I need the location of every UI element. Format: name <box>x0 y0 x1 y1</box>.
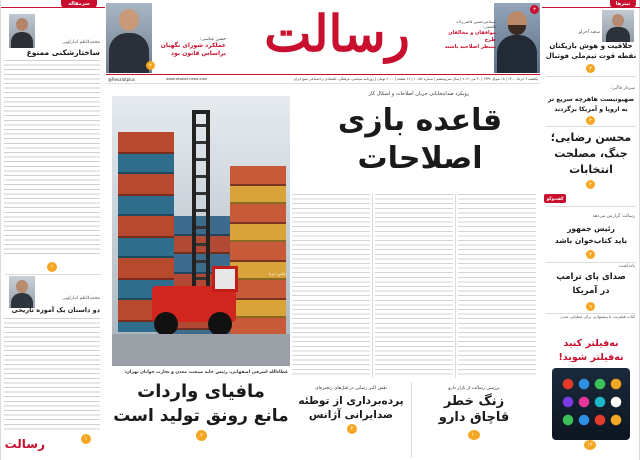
editorial-headline[interactable]: ساختارشکنی ممنوع <box>26 48 100 57</box>
right-headline-3c[interactable]: انتخابات <box>569 163 613 176</box>
center-area <box>106 86 540 460</box>
right-kicker-6: کتاب فیلترنت یا پیشنهادی برای عملیاتی شدن <box>560 314 635 319</box>
bottom-story-1-page-badge: ۲ <box>347 424 357 434</box>
social-handle[interactable]: @Resalatplus <box>108 77 135 82</box>
dateline-bar <box>106 74 540 84</box>
right-page-badge-3: ۲ <box>586 180 595 189</box>
columnist-page-badge: ۱ <box>81 434 91 444</box>
left-column-top-rule <box>1 0 105 8</box>
right-kicker-4: رسالت گزارش می‌دهد <box>592 214 635 219</box>
editorial-kicker: محمدکاظم انبارلویی <box>62 40 100 45</box>
editorial-page-badge: ۱ <box>47 262 57 272</box>
person-head-shape <box>16 280 28 293</box>
photo-page-badge: ۴ <box>196 430 207 441</box>
right-promo-page-badge: ۳ <box>530 5 539 14</box>
smartphone-graphic <box>552 368 630 440</box>
left-column <box>0 0 104 460</box>
photo-caption-box <box>112 366 290 444</box>
container-stack-shape <box>230 166 286 336</box>
left-promo-photo <box>106 3 152 73</box>
left-promo-line1: عملکرد شورای نگهبان <box>160 42 226 50</box>
columnist-photo <box>602 10 634 42</box>
masthead-logo: رسالت <box>264 4 410 63</box>
dateline: یکشنبه ۹ خرداد ۱۴۰۰ | ۱۸ شوال ۱۴۴۲ | ۳۰ می ۲۰۲۱ | سال سی‌وششم | شماره ۱۰۱۵۲ | ۱۲ صفحه | ۲۰۰۰ تومان | روزنامه سیاسی، فرهنگی، اقتصادی و اجتماعی صبح ایران <box>293 77 538 81</box>
right-page-badge-6: ۱۲ <box>584 440 596 450</box>
right-headline-1a[interactable]: خلاقیت و هوش بازیکنان <box>549 42 633 50</box>
right-kicker-1: سعید آجرلو <box>578 30 600 35</box>
columnist-headline[interactable]: دو داستان یک آموزه تاریخی <box>11 306 100 314</box>
ground-shape <box>112 334 290 366</box>
right-kicker-5: یادداشت <box>618 264 635 269</box>
forklift-wheel-shape <box>208 312 232 336</box>
left-promo-page-badge: ۲ <box>146 61 155 70</box>
right-promo-line2: منتظر اصلاحیه باشند <box>444 43 496 50</box>
right-promo-text <box>444 19 496 51</box>
text-column <box>375 194 453 378</box>
right-headline-3a[interactable]: محسن رضایی؛ <box>550 131 632 144</box>
column-label: تیترها <box>610 0 636 8</box>
at-icon: @ <box>108 77 112 82</box>
right-page-badge-1: ۳ <box>586 64 595 73</box>
columnist-body <box>4 318 100 432</box>
right-page-badge-2: ۲ <box>586 116 595 125</box>
photo-credit: عکس: ایرنا <box>269 272 286 276</box>
bottom-story-2-page-badge: ۱۰ <box>468 430 480 440</box>
center-headline-line1[interactable]: قاعده بازی <box>337 103 503 138</box>
person-head-shape <box>612 14 624 27</box>
right-page-badge-4: ۳ <box>586 250 595 259</box>
column-divider <box>372 194 373 378</box>
center-kicker: رویکرد ضدانتخاباتی جریان اصلاحات و اشکال کار <box>368 91 470 97</box>
app-icons-grid <box>560 376 622 432</box>
masthead <box>232 6 442 64</box>
container-port-photo <box>112 96 290 366</box>
left-promo-line2: براساس قانون بود <box>170 50 226 58</box>
person-body-shape <box>11 32 33 48</box>
right-promo <box>444 3 540 73</box>
left-promo <box>106 3 230 73</box>
bottom-story-1 <box>292 382 412 458</box>
bottom-story-2 <box>412 382 536 458</box>
person-body-shape <box>497 35 537 73</box>
photo-quote: عطاءالله اشرفی اصفهانی، رئیس خانه صنعت، معدن و تجارت جوانان تهران: <box>124 370 288 375</box>
right-headline-6a[interactable]: نه‌فیلتر کنید <box>563 338 619 349</box>
bottom-story-1-headline-line2[interactable]: ضدایرانی آژانس <box>308 409 394 421</box>
center-text-block <box>292 194 536 378</box>
photo-headline-line2[interactable]: مانع رونق تولید است <box>113 406 289 426</box>
photo-headline-line1[interactable]: مافیای واردات <box>137 381 265 402</box>
bottom-story-2-headline-line1[interactable]: زنگ خطر <box>443 394 505 409</box>
right-headline-4b[interactable]: باید کتاب‌خوان باشد <box>554 236 628 245</box>
left-promo-kicker: حسن عباسی: <box>199 37 226 42</box>
left-divider <box>5 274 101 275</box>
right-headline-3b[interactable]: جنگ، مصلحت <box>554 147 628 160</box>
person-body-shape <box>109 33 149 73</box>
column-label: سرمقاله <box>61 0 97 8</box>
right-divider <box>546 262 636 263</box>
bottom-story-1-kicker: نقش اکبر رضایی در قتل‌های زنجیره‌ای <box>315 386 387 391</box>
right-divider <box>546 206 636 207</box>
person-body-shape <box>606 27 630 42</box>
center-headline-line2[interactable]: اصلاحات <box>357 141 483 176</box>
text-column <box>292 194 370 378</box>
text-column <box>458 194 536 378</box>
right-promo-line1: موافقان و مخالفان طرح <box>448 29 496 43</box>
footer-logo: رسالت <box>4 437 45 451</box>
right-headline-6b[interactable]: نه‌فیلتر شوید! <box>558 352 624 363</box>
person-head-shape <box>16 18 28 31</box>
bottom-story-2-headline-line2[interactable]: قاچاق دارو <box>438 410 510 425</box>
right-headline-2b[interactable]: به اروپا و آمریکا برگردند <box>554 106 628 113</box>
bottom-story-1-headline-line1[interactable]: پرده‌برداری از توطئه <box>298 395 404 407</box>
left-promo-text <box>154 37 226 58</box>
forklift-cab-shape <box>212 266 238 292</box>
column-divider <box>455 194 456 378</box>
website-link[interactable]: www.resalat-news.com <box>166 77 208 81</box>
right-kicker-2: سردار قاآنی: <box>610 86 635 91</box>
right-divider <box>546 126 636 127</box>
person-beard-shape <box>508 25 526 35</box>
crane-mast-shape <box>196 110 206 310</box>
right-page-badge-5: ۹ <box>586 302 595 311</box>
right-promo-kicker: سیدامیرحسین قاضی‌زاده هاشمی: <box>456 19 496 30</box>
right-headline-2a[interactable]: صهیونیست هاهرچه سریع تر <box>547 96 635 103</box>
right-headline-5b[interactable]: در آمریکا <box>572 286 610 296</box>
right-headline-1b[interactable]: نقطه قوت تیم‌ملی فوتبال <box>545 52 637 60</box>
columnist-byline: محمدکاظم انبارلویی <box>62 296 100 301</box>
right-column <box>542 0 640 460</box>
right-headline-5a[interactable]: صدای پای ترامپ <box>556 272 626 282</box>
editorial-photo <box>9 14 35 48</box>
bottom-story-2-kicker: بررسی رسالت از بازار دارو <box>448 386 500 391</box>
interview-badge: گفت‌وگو <box>544 194 566 203</box>
right-column-top-rule <box>542 0 640 8</box>
right-headline-4a[interactable]: رئیس جمهور <box>567 224 615 233</box>
editorial-body <box>4 60 100 258</box>
person-head-shape <box>119 9 139 31</box>
forklift-wheel-shape <box>154 312 178 336</box>
right-divider <box>546 76 636 77</box>
columnist-photo <box>9 276 35 308</box>
